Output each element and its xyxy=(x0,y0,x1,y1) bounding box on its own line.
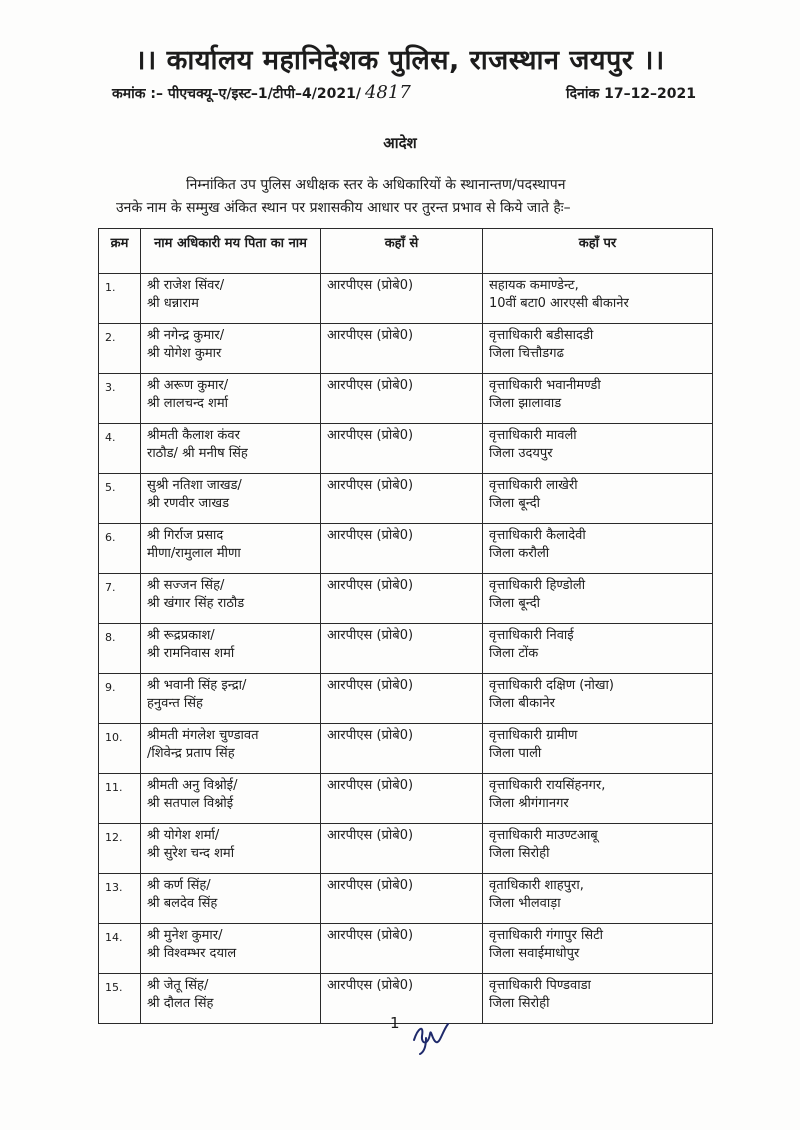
cell-serial-line: 15. xyxy=(105,981,123,994)
cell-from xyxy=(321,424,483,474)
cell-officer-name-line: श्री बलदेव सिंह xyxy=(147,896,218,911)
cell-from-line: आरपीएस (प्रोबे0) xyxy=(327,528,414,543)
cell-officer-name xyxy=(141,424,321,474)
preamble-line-1: निम्नांकित उप पुलिस अधीक्षक स्तर के अधिकारियों के स्थानान्तण/पदस्थापन xyxy=(186,177,566,193)
page-number: 1 xyxy=(390,1014,400,1032)
cell-officer-name-line: श्री योगेश कुमार xyxy=(147,346,222,361)
cell-to-line: वृत्ताधिकारी बडीसादडी xyxy=(489,328,594,343)
cell-from xyxy=(321,674,483,724)
order-preamble xyxy=(116,174,716,220)
cell-officer-name-line: श्री सतपाल विश्नोई xyxy=(147,796,234,811)
cell-officer-name-line: राठौड/ श्री मनीष सिंह xyxy=(147,446,248,461)
cell-to xyxy=(483,774,713,824)
cell-to-line: जिला भीलवाड़ा xyxy=(489,896,561,911)
office-title: ।। कार्यालय महानिदेशक पुलिस, राजस्थान जयपुर ।। xyxy=(135,45,665,76)
cell-from-line: आरपीएस (प्रोबे0) xyxy=(327,728,414,743)
cell-serial-line: 9. xyxy=(105,681,116,694)
header-from: कहाँ से xyxy=(321,229,483,274)
cell-officer-name-line: श्री रामनिवास शर्मा xyxy=(147,646,235,661)
cell-to-line: जिला सिरोही xyxy=(489,996,550,1011)
cell-officer-name-line: श्री रणवीर जाखड xyxy=(147,496,230,511)
cell-serial-line: 13. xyxy=(105,881,123,894)
cell-serial-line: 6. xyxy=(105,531,116,544)
cell-to-line: जिला उदयपुर xyxy=(489,446,553,461)
cell-from-line: आरपीएस (प्रोबे0) xyxy=(327,428,414,443)
cell-serial-line: 10. xyxy=(105,731,123,744)
cell-serial-line: 11. xyxy=(105,781,123,794)
cell-officer-name xyxy=(141,874,321,924)
signature-mark xyxy=(408,1010,456,1058)
cell-to xyxy=(483,324,713,374)
cell-to-line: वृत्ताधिकारी ग्रामीण xyxy=(489,728,578,743)
cell-from xyxy=(321,374,483,424)
cell-from-line: आरपीएस (प्रोबे0) xyxy=(327,828,414,843)
cell-serial-line: 14. xyxy=(105,931,123,944)
cell-to-line: जिला बीकानेर xyxy=(489,696,555,711)
cell-officer-name xyxy=(141,274,321,324)
table-row xyxy=(99,474,713,524)
table-row xyxy=(99,674,713,724)
cell-to-line: वृत्ताधिकारी लाखेरी xyxy=(489,478,578,493)
cell-from xyxy=(321,874,483,924)
table-body xyxy=(99,274,713,1024)
cell-to xyxy=(483,974,713,1024)
cell-from-line: आरपीएस (प्रोबे0) xyxy=(327,628,414,643)
cell-officer-name xyxy=(141,374,321,424)
table-row xyxy=(99,974,713,1024)
cell-to-line: सहायक कमाण्डेन्ट, xyxy=(489,278,579,293)
cell-to xyxy=(483,924,713,974)
cell-from xyxy=(321,774,483,824)
table-row xyxy=(99,424,713,474)
table-row xyxy=(99,274,713,324)
cell-to-line: जिला बून्दी xyxy=(489,496,541,511)
cell-officer-name-line: श्री नगेन्द्र कुमार/ xyxy=(147,328,225,343)
cell-to-line: वृत्ताधिकारी निवाई xyxy=(489,628,574,643)
cell-officer-name-line: श्री अरूण कुमार/ xyxy=(147,378,229,393)
transfer-table xyxy=(98,228,713,1024)
cell-to xyxy=(483,374,713,424)
cell-officer-name-line: श्री लालचन्द शर्मा xyxy=(147,396,228,411)
cell-to-line: जिला चित्तौडगढ xyxy=(489,346,564,361)
cell-to-line: वृत्ताधिकारी मावली xyxy=(489,428,577,443)
reference-text: पीएचक्यू–ए/इस्ट–1/टीपी–4/2021/ xyxy=(167,86,361,102)
cell-officer-name xyxy=(141,624,321,674)
cell-to-line: वृत्ताधिकारी भवानीमण्डी xyxy=(489,378,601,393)
cell-officer-name xyxy=(141,674,321,724)
cell-to-line: जिला बून्दी xyxy=(489,596,541,611)
cell-to xyxy=(483,624,713,674)
table-header-row xyxy=(99,229,713,274)
cell-from xyxy=(321,524,483,574)
cell-officer-name-line: सुश्री नतिशा जाखड/ xyxy=(147,478,242,493)
table-row xyxy=(99,574,713,624)
cell-officer-name xyxy=(141,974,321,1024)
cell-to-line: जिला सवाईमाधोपुर xyxy=(489,946,580,961)
cell-to-line: वृत्ताधिकारी हिण्डोली xyxy=(489,578,586,593)
cell-to xyxy=(483,674,713,724)
order-date: दिनांक 17–12–2021 xyxy=(566,86,697,102)
reference-label: कमांक :– xyxy=(112,86,163,102)
cell-serial xyxy=(99,874,141,924)
cell-to xyxy=(483,424,713,474)
cell-to xyxy=(483,274,713,324)
cell-from-line: आरपीएस (प्रोबे0) xyxy=(327,328,414,343)
cell-from-line: आरपीएस (प्रोबे0) xyxy=(327,778,414,793)
cell-to xyxy=(483,724,713,774)
cell-officer-name-line: मीणा/रामुलाल मीणा xyxy=(147,546,241,561)
cell-officer-name-line: श्री सुरेश चन्द शर्मा xyxy=(147,846,235,861)
cell-serial xyxy=(99,824,141,874)
cell-serial xyxy=(99,324,141,374)
cell-serial xyxy=(99,674,141,724)
cell-to-line: वृत्ताधिकारी पिण्डवाडा xyxy=(489,978,591,993)
cell-from xyxy=(321,324,483,374)
reference-number-handwritten: 4817 xyxy=(364,82,411,103)
cell-officer-name-line: श्री भवानी सिंह इन्द्रा/ xyxy=(147,678,247,693)
cell-officer-name-line: श्री दौलत सिंह xyxy=(147,996,214,1011)
cell-from xyxy=(321,824,483,874)
cell-officer-name-line: श्री मुनेश कुमार/ xyxy=(147,928,223,943)
cell-officer-name-line: श्रीमती अनु विश्नोई/ xyxy=(147,778,238,793)
cell-to xyxy=(483,574,713,624)
table-row xyxy=(99,874,713,924)
cell-to-line: जिला सिरोही xyxy=(489,846,550,861)
cell-serial xyxy=(99,274,141,324)
cell-to-line: वृत्ताधिकारी गंगापुर सिटी xyxy=(489,928,604,943)
cell-serial-line: 7. xyxy=(105,581,116,594)
cell-officer-name xyxy=(141,574,321,624)
cell-from xyxy=(321,624,483,674)
table-row xyxy=(99,374,713,424)
cell-from-line: आरपीएस (प्रोबे0) xyxy=(327,478,414,493)
header-to: कहाँ पर xyxy=(483,229,713,274)
reference-line xyxy=(112,82,411,103)
cell-from-line: आरपीएस (प्रोबे0) xyxy=(327,978,414,993)
cell-to xyxy=(483,874,713,924)
cell-officer-name-line: श्रीमती कैलाश कंवर xyxy=(147,428,240,443)
cell-serial xyxy=(99,624,141,674)
cell-officer-name-line: श्री राजेश सिंवर/ xyxy=(147,278,225,293)
cell-serial-line: 3. xyxy=(105,381,116,394)
cell-officer-name-line: श्री कर्ण सिंह/ xyxy=(147,878,211,893)
cell-to-line: जिला झालावाड xyxy=(489,396,562,411)
cell-from xyxy=(321,574,483,624)
cell-serial-line: 8. xyxy=(105,631,116,644)
cell-to-line: 10वीं बटा0 आरएसी बीकानेर xyxy=(489,296,629,311)
cell-from-line: आरपीएस (प्रोबे0) xyxy=(327,278,414,293)
cell-to-line: जिला पाली xyxy=(489,746,542,761)
cell-serial xyxy=(99,474,141,524)
cell-to-line: वृताधिकारी शाहपुरा, xyxy=(489,878,584,893)
cell-officer-name xyxy=(141,324,321,374)
cell-serial xyxy=(99,924,141,974)
cell-officer-name-line: श्री धन्नाराम xyxy=(147,296,199,311)
cell-to-line: वृत्ताधिकारी कैलादेवी xyxy=(489,528,586,543)
header-serial: क्रम xyxy=(99,229,141,274)
cell-officer-name xyxy=(141,474,321,524)
cell-to-line: जिला करौली xyxy=(489,546,550,561)
cell-officer-name-line: श्री रूद्रप्रकाश/ xyxy=(147,628,215,643)
cell-officer-name-line: श्रीमती मंगलेश चुण्डावत xyxy=(147,728,259,743)
table-row xyxy=(99,324,713,374)
cell-from-line: आरपीएस (प्रोबे0) xyxy=(327,878,414,893)
cell-from xyxy=(321,274,483,324)
cell-to xyxy=(483,824,713,874)
table-row xyxy=(99,724,713,774)
cell-serial xyxy=(99,524,141,574)
cell-serial-line: 1. xyxy=(105,281,116,294)
cell-to-line: वृत्ताधिकारी माउण्टआबू xyxy=(489,828,598,843)
cell-serial xyxy=(99,574,141,624)
cell-from-line: आरपीएस (प्रोबे0) xyxy=(327,378,414,393)
cell-serial xyxy=(99,374,141,424)
cell-officer-name-line: श्री विश्वम्भर दयाल xyxy=(147,946,237,961)
cell-officer-name xyxy=(141,524,321,574)
table-row xyxy=(99,924,713,974)
cell-from xyxy=(321,924,483,974)
cell-from xyxy=(321,974,483,1024)
cell-to xyxy=(483,524,713,574)
preamble-line-2: उनके नाम के सम्मुख अंकित स्थान पर प्रशासकीय आधार पर तुरन्त प्रभाव से किये जाते हैः– xyxy=(116,200,571,216)
cell-serial xyxy=(99,424,141,474)
table-row xyxy=(99,624,713,674)
table-row xyxy=(99,774,713,824)
cell-officer-name-line: श्री खंगार सिंह राठौड xyxy=(147,596,245,611)
cell-serial xyxy=(99,724,141,774)
cell-serial-line: 12. xyxy=(105,831,123,844)
cell-officer-name xyxy=(141,724,321,774)
cell-officer-name-line: हनुवन्त सिंह xyxy=(147,696,203,711)
cell-serial xyxy=(99,974,141,1024)
cell-officer-name-line: श्री गिर्राज प्रसाद xyxy=(147,528,224,543)
cell-to-line: जिला श्रीगंगानगर xyxy=(489,796,569,811)
cell-officer-name-line: श्री योगेश शर्मा/ xyxy=(147,828,220,843)
order-heading: आदेश xyxy=(383,134,417,152)
table-row xyxy=(99,524,713,574)
cell-serial xyxy=(99,774,141,824)
cell-from xyxy=(321,724,483,774)
cell-to-line: वृत्ताधिकारी रायसिंहनगर, xyxy=(489,778,606,793)
cell-to xyxy=(483,474,713,524)
cell-from-line: आरपीएस (प्रोबे0) xyxy=(327,578,414,593)
cell-officer-name-line: श्री सज्जन सिंह/ xyxy=(147,578,225,593)
table-row xyxy=(99,824,713,874)
cell-serial-line: 5. xyxy=(105,481,116,494)
cell-to-line: जिला टोंक xyxy=(489,646,539,661)
header-officer-name: नाम अधिकारी मय पिता का नाम xyxy=(141,229,321,274)
cell-officer-name xyxy=(141,824,321,874)
cell-officer-name xyxy=(141,924,321,974)
cell-serial-line: 2. xyxy=(105,331,116,344)
cell-from-line: आरपीएस (प्रोबे0) xyxy=(327,678,414,693)
cell-officer-name xyxy=(141,774,321,824)
cell-from-line: आरपीएस (प्रोबे0) xyxy=(327,928,414,943)
cell-officer-name-line: श्री जेतू सिंह/ xyxy=(147,978,209,993)
cell-to-line: वृत्ताधिकारी दक्षिण (नोखा) xyxy=(489,678,614,693)
cell-serial-line: 4. xyxy=(105,431,116,444)
cell-from xyxy=(321,474,483,524)
cell-officer-name-line: /शिवेन्द्र प्रताप सिंह xyxy=(147,746,235,761)
